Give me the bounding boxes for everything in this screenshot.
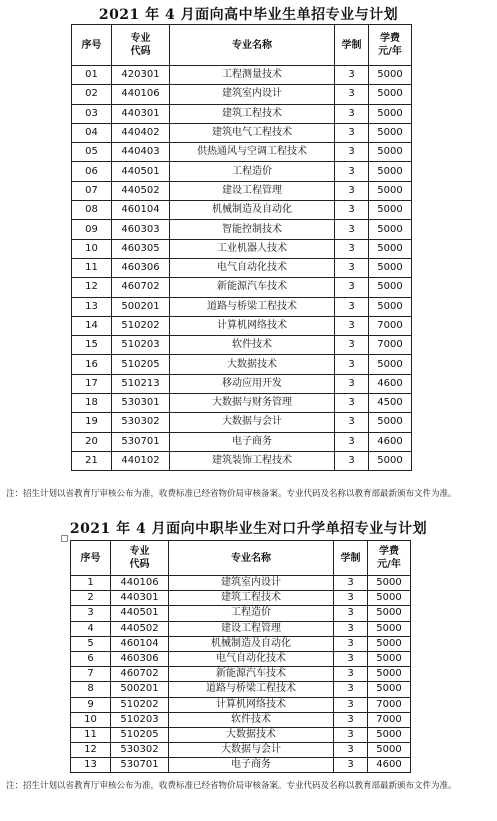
cell-name: 工业机器人技术	[170, 239, 335, 258]
cell-years: 3	[335, 278, 369, 297]
cell-code: 510202	[112, 316, 170, 335]
cell-code: 510203	[111, 712, 169, 727]
cell-code: 460306	[112, 258, 170, 277]
cell-fee: 4600	[369, 374, 412, 393]
cell-no: 09	[72, 220, 112, 239]
cell-no: 06	[72, 162, 112, 181]
cell-fee: 5000	[369, 143, 412, 162]
cell-years: 3	[335, 181, 369, 200]
cell-code: 460104	[111, 636, 169, 651]
cell-years: 3	[335, 220, 369, 239]
cell-name: 电子商务	[170, 432, 335, 451]
cell-fee: 5000	[368, 651, 411, 666]
table-row	[71, 621, 411, 636]
cell-fee: 7000	[369, 316, 412, 335]
cell-name: 移动应用开发	[170, 374, 335, 393]
cell-no: 18	[72, 394, 112, 413]
header-name: 专业名称	[169, 541, 334, 576]
table-row	[72, 104, 412, 123]
cell-fee: 5000	[369, 104, 412, 123]
cell-name: 大数据与财务管理	[170, 394, 335, 413]
table-row	[71, 651, 411, 666]
cell-years: 3	[334, 576, 368, 591]
cell-no: 08	[72, 201, 112, 220]
table-row	[72, 413, 412, 432]
cell-code: 510205	[112, 355, 170, 374]
cell-code: 440502	[112, 181, 170, 200]
cell-years: 3	[334, 697, 368, 712]
cell-no: 15	[72, 336, 112, 355]
cell-fee: 5000	[369, 162, 412, 181]
table-row	[72, 336, 412, 355]
cell-code: 510203	[112, 336, 170, 355]
table-row	[72, 181, 412, 200]
cell-years: 3	[334, 591, 368, 606]
cell-name: 建设工程管理	[169, 621, 334, 636]
cell-fee: 5000	[368, 727, 411, 742]
table-row	[71, 591, 411, 606]
cell-name: 大数据技术	[169, 727, 334, 742]
cell-code: 440301	[112, 104, 170, 123]
cell-years: 3	[334, 712, 368, 727]
cell-years: 3	[335, 374, 369, 393]
header-name: 专业名称	[170, 25, 335, 66]
cell-fee: 5000	[369, 220, 412, 239]
cell-years: 3	[334, 758, 368, 773]
cell-fee: 7000	[368, 697, 411, 712]
cell-no: 1	[71, 576, 111, 591]
cell-years: 3	[335, 394, 369, 413]
table-row	[72, 297, 412, 316]
table-row	[71, 712, 411, 727]
table2-title: 2021 年 4 月面向中职毕业生对口升学单招专业与计划	[69, 521, 428, 537]
cell-years: 3	[335, 451, 369, 470]
cell-name: 道路与桥梁工程技术	[170, 297, 335, 316]
cell-code: 460104	[112, 201, 170, 220]
cell-no: 13	[71, 758, 111, 773]
table2-note: 注：招生计划以省教育厅审核公布为准，收费标准已经省物价局审核备案。专业代码及名称以教育部最新颁布文件为准。	[6, 781, 457, 791]
header-fee: 学费 元/年	[369, 25, 412, 66]
table-row	[72, 374, 412, 393]
table-row	[71, 636, 411, 651]
cell-name: 建筑装饰工程技术	[170, 451, 335, 470]
table-row	[71, 667, 411, 682]
cell-no: 01	[72, 66, 112, 85]
cell-code: 500201	[112, 297, 170, 316]
cell-code: 440502	[111, 621, 169, 636]
cell-fee: 7000	[369, 336, 412, 355]
table-row	[72, 85, 412, 104]
cell-no: 3	[71, 606, 111, 621]
cell-name: 智能控制技术	[170, 220, 335, 239]
table-row	[72, 316, 412, 335]
table-row	[72, 394, 412, 413]
table-row	[72, 123, 412, 142]
table2	[70, 540, 411, 773]
cell-name: 大数据与会计	[169, 743, 334, 758]
cell-fee: 5000	[369, 181, 412, 200]
header-years: 学制	[335, 25, 369, 66]
cell-no: 2	[71, 591, 111, 606]
cell-no: 14	[72, 316, 112, 335]
cell-fee: 4600	[369, 432, 412, 451]
cell-fee: 4600	[368, 758, 411, 773]
cell-no: 11	[71, 727, 111, 742]
cell-years: 3	[335, 355, 369, 374]
cell-code: 510205	[111, 727, 169, 742]
cell-years: 3	[334, 667, 368, 682]
table2-header-row	[71, 541, 411, 576]
cell-code: 440106	[112, 85, 170, 104]
cell-code: 510202	[111, 697, 169, 712]
header-no: 序号	[72, 25, 112, 66]
cell-name: 新能源汽车技术	[170, 278, 335, 297]
cell-no: 21	[72, 451, 112, 470]
cell-code: 460702	[112, 278, 170, 297]
table-row	[72, 432, 412, 451]
header-code: 专业 代码	[112, 25, 170, 66]
cell-name: 建筑电气工程技术	[170, 123, 335, 142]
cell-years: 3	[335, 258, 369, 277]
header-years: 学制	[334, 541, 368, 576]
cell-fee: 5000	[369, 297, 412, 316]
cell-name: 道路与桥梁工程技术	[169, 682, 334, 697]
cell-no: 8	[71, 682, 111, 697]
table-row	[71, 743, 411, 758]
cell-years: 3	[334, 743, 368, 758]
cell-no: 11	[72, 258, 112, 277]
cell-no: 13	[72, 297, 112, 316]
table-row	[71, 576, 411, 591]
cell-fee: 5000	[368, 743, 411, 758]
cell-fee: 4500	[369, 394, 412, 413]
cell-fee: 5000	[369, 258, 412, 277]
cell-years: 3	[334, 636, 368, 651]
cell-years: 3	[335, 104, 369, 123]
cell-no: 10	[71, 712, 111, 727]
cell-name: 计算机网络技术	[170, 316, 335, 335]
table1	[71, 24, 412, 471]
cell-code: 530701	[112, 432, 170, 451]
cell-code: 530302	[111, 743, 169, 758]
cell-years: 3	[335, 66, 369, 85]
cell-years: 3	[335, 239, 369, 258]
table-row	[71, 682, 411, 697]
cell-years: 3	[335, 85, 369, 104]
cell-years: 3	[334, 727, 368, 742]
cell-years: 3	[335, 201, 369, 220]
cell-code: 500201	[111, 682, 169, 697]
cell-fee: 5000	[369, 451, 412, 470]
cell-code: 530701	[111, 758, 169, 773]
cell-code: 510213	[112, 374, 170, 393]
cell-name: 建筑室内设计	[169, 576, 334, 591]
cell-name: 电子商务	[169, 758, 334, 773]
cell-years: 3	[334, 651, 368, 666]
header-fee: 学费 元/年	[368, 541, 411, 576]
cell-fee: 5000	[368, 636, 411, 651]
cell-code: 460303	[112, 220, 170, 239]
cell-no: 12	[72, 278, 112, 297]
cell-no: 5	[71, 636, 111, 651]
cell-name: 软件技术	[169, 712, 334, 727]
cell-name: 大数据技术	[170, 355, 335, 374]
cell-no: 7	[71, 667, 111, 682]
cell-fee: 5000	[369, 85, 412, 104]
cell-no: 17	[72, 374, 112, 393]
cell-name: 电气自动化技术	[169, 651, 334, 666]
cell-no: 9	[71, 697, 111, 712]
cell-code: 440102	[112, 451, 170, 470]
cell-no: 6	[71, 651, 111, 666]
cell-code: 440402	[112, 123, 170, 142]
cell-fee: 5000	[368, 591, 411, 606]
cell-code: 440403	[112, 143, 170, 162]
cell-name: 建筑室内设计	[170, 85, 335, 104]
cell-name: 软件技术	[170, 336, 335, 355]
cell-no: 07	[72, 181, 112, 200]
cell-name: 电气自动化技术	[170, 258, 335, 277]
cell-fee: 5000	[368, 606, 411, 621]
cell-fee: 5000	[368, 621, 411, 636]
cell-name: 计算机网络技术	[169, 697, 334, 712]
cell-code: 460306	[111, 651, 169, 666]
cell-code: 440501	[111, 606, 169, 621]
cell-code: 440501	[112, 162, 170, 181]
cell-name: 大数据与会计	[170, 413, 335, 432]
cell-no: 20	[72, 432, 112, 451]
cell-years: 3	[335, 162, 369, 181]
table-row	[71, 697, 411, 712]
cell-name: 建筑工程技术	[169, 591, 334, 606]
table1-note: 注：招生计划以省教育厅审核公布为准，收费标准已经省物价局审核备案。专业代码及名称以教育部最新颁布文件为准。	[6, 489, 457, 499]
cell-no: 02	[72, 85, 112, 104]
cell-years: 3	[335, 432, 369, 451]
cell-code: 530301	[112, 394, 170, 413]
cell-no: 4	[71, 621, 111, 636]
cell-fee: 5000	[369, 66, 412, 85]
cell-no: 19	[72, 413, 112, 432]
cell-name: 机械制造及自动化	[169, 636, 334, 651]
cell-fee: 5000	[369, 239, 412, 258]
cell-no: 03	[72, 104, 112, 123]
header-no: 序号	[71, 541, 111, 576]
table-row	[72, 201, 412, 220]
cell-name: 建筑工程技术	[170, 104, 335, 123]
cell-no: 04	[72, 123, 112, 142]
cell-years: 3	[334, 621, 368, 636]
cell-code: 460305	[112, 239, 170, 258]
table-row	[71, 758, 411, 773]
table-row	[72, 278, 412, 297]
table-row	[72, 258, 412, 277]
cell-name: 工程造价	[169, 606, 334, 621]
table1-header-row	[72, 25, 412, 66]
cell-name: 工程造价	[170, 162, 335, 181]
cell-code: 460702	[111, 667, 169, 682]
table-anchor-icon[interactable]	[61, 535, 68, 542]
cell-fee: 5000	[368, 576, 411, 591]
table-row	[72, 451, 412, 470]
cell-code: 530302	[112, 413, 170, 432]
cell-fee: 7000	[368, 712, 411, 727]
cell-no: 12	[71, 743, 111, 758]
cell-no: 16	[72, 355, 112, 374]
cell-fee: 5000	[368, 682, 411, 697]
table-row	[72, 239, 412, 258]
cell-years: 3	[335, 143, 369, 162]
cell-years: 3	[335, 297, 369, 316]
cell-fee: 5000	[369, 355, 412, 374]
cell-years: 3	[335, 123, 369, 142]
table-row	[72, 162, 412, 181]
cell-code: 440106	[111, 576, 169, 591]
cell-fee: 5000	[369, 413, 412, 432]
cell-code: 440301	[111, 591, 169, 606]
table-row	[72, 220, 412, 239]
cell-fee: 5000	[369, 123, 412, 142]
cell-years: 3	[334, 606, 368, 621]
cell-no: 10	[72, 239, 112, 258]
cell-name: 新能源汽车技术	[169, 667, 334, 682]
cell-years: 3	[335, 413, 369, 432]
cell-name: 建设工程管理	[170, 181, 335, 200]
cell-fee: 5000	[369, 201, 412, 220]
table-row	[72, 143, 412, 162]
cell-name: 供热通风与空调工程技术	[170, 143, 335, 162]
cell-code: 420301	[112, 66, 170, 85]
table1-title: 2021 年 4 月面向高中毕业生单招专业与计划	[98, 7, 399, 23]
cell-fee: 5000	[368, 667, 411, 682]
cell-name: 机械制造及自动化	[170, 201, 335, 220]
table-row	[72, 66, 412, 85]
cell-fee: 5000	[369, 278, 412, 297]
table-row	[71, 606, 411, 621]
table-row	[71, 727, 411, 742]
cell-years: 3	[335, 316, 369, 335]
cell-years: 3	[335, 336, 369, 355]
cell-no: 05	[72, 143, 112, 162]
cell-name: 工程测量技术	[170, 66, 335, 85]
cell-years: 3	[334, 682, 368, 697]
header-code: 专业 代码	[111, 541, 169, 576]
table-row	[72, 355, 412, 374]
